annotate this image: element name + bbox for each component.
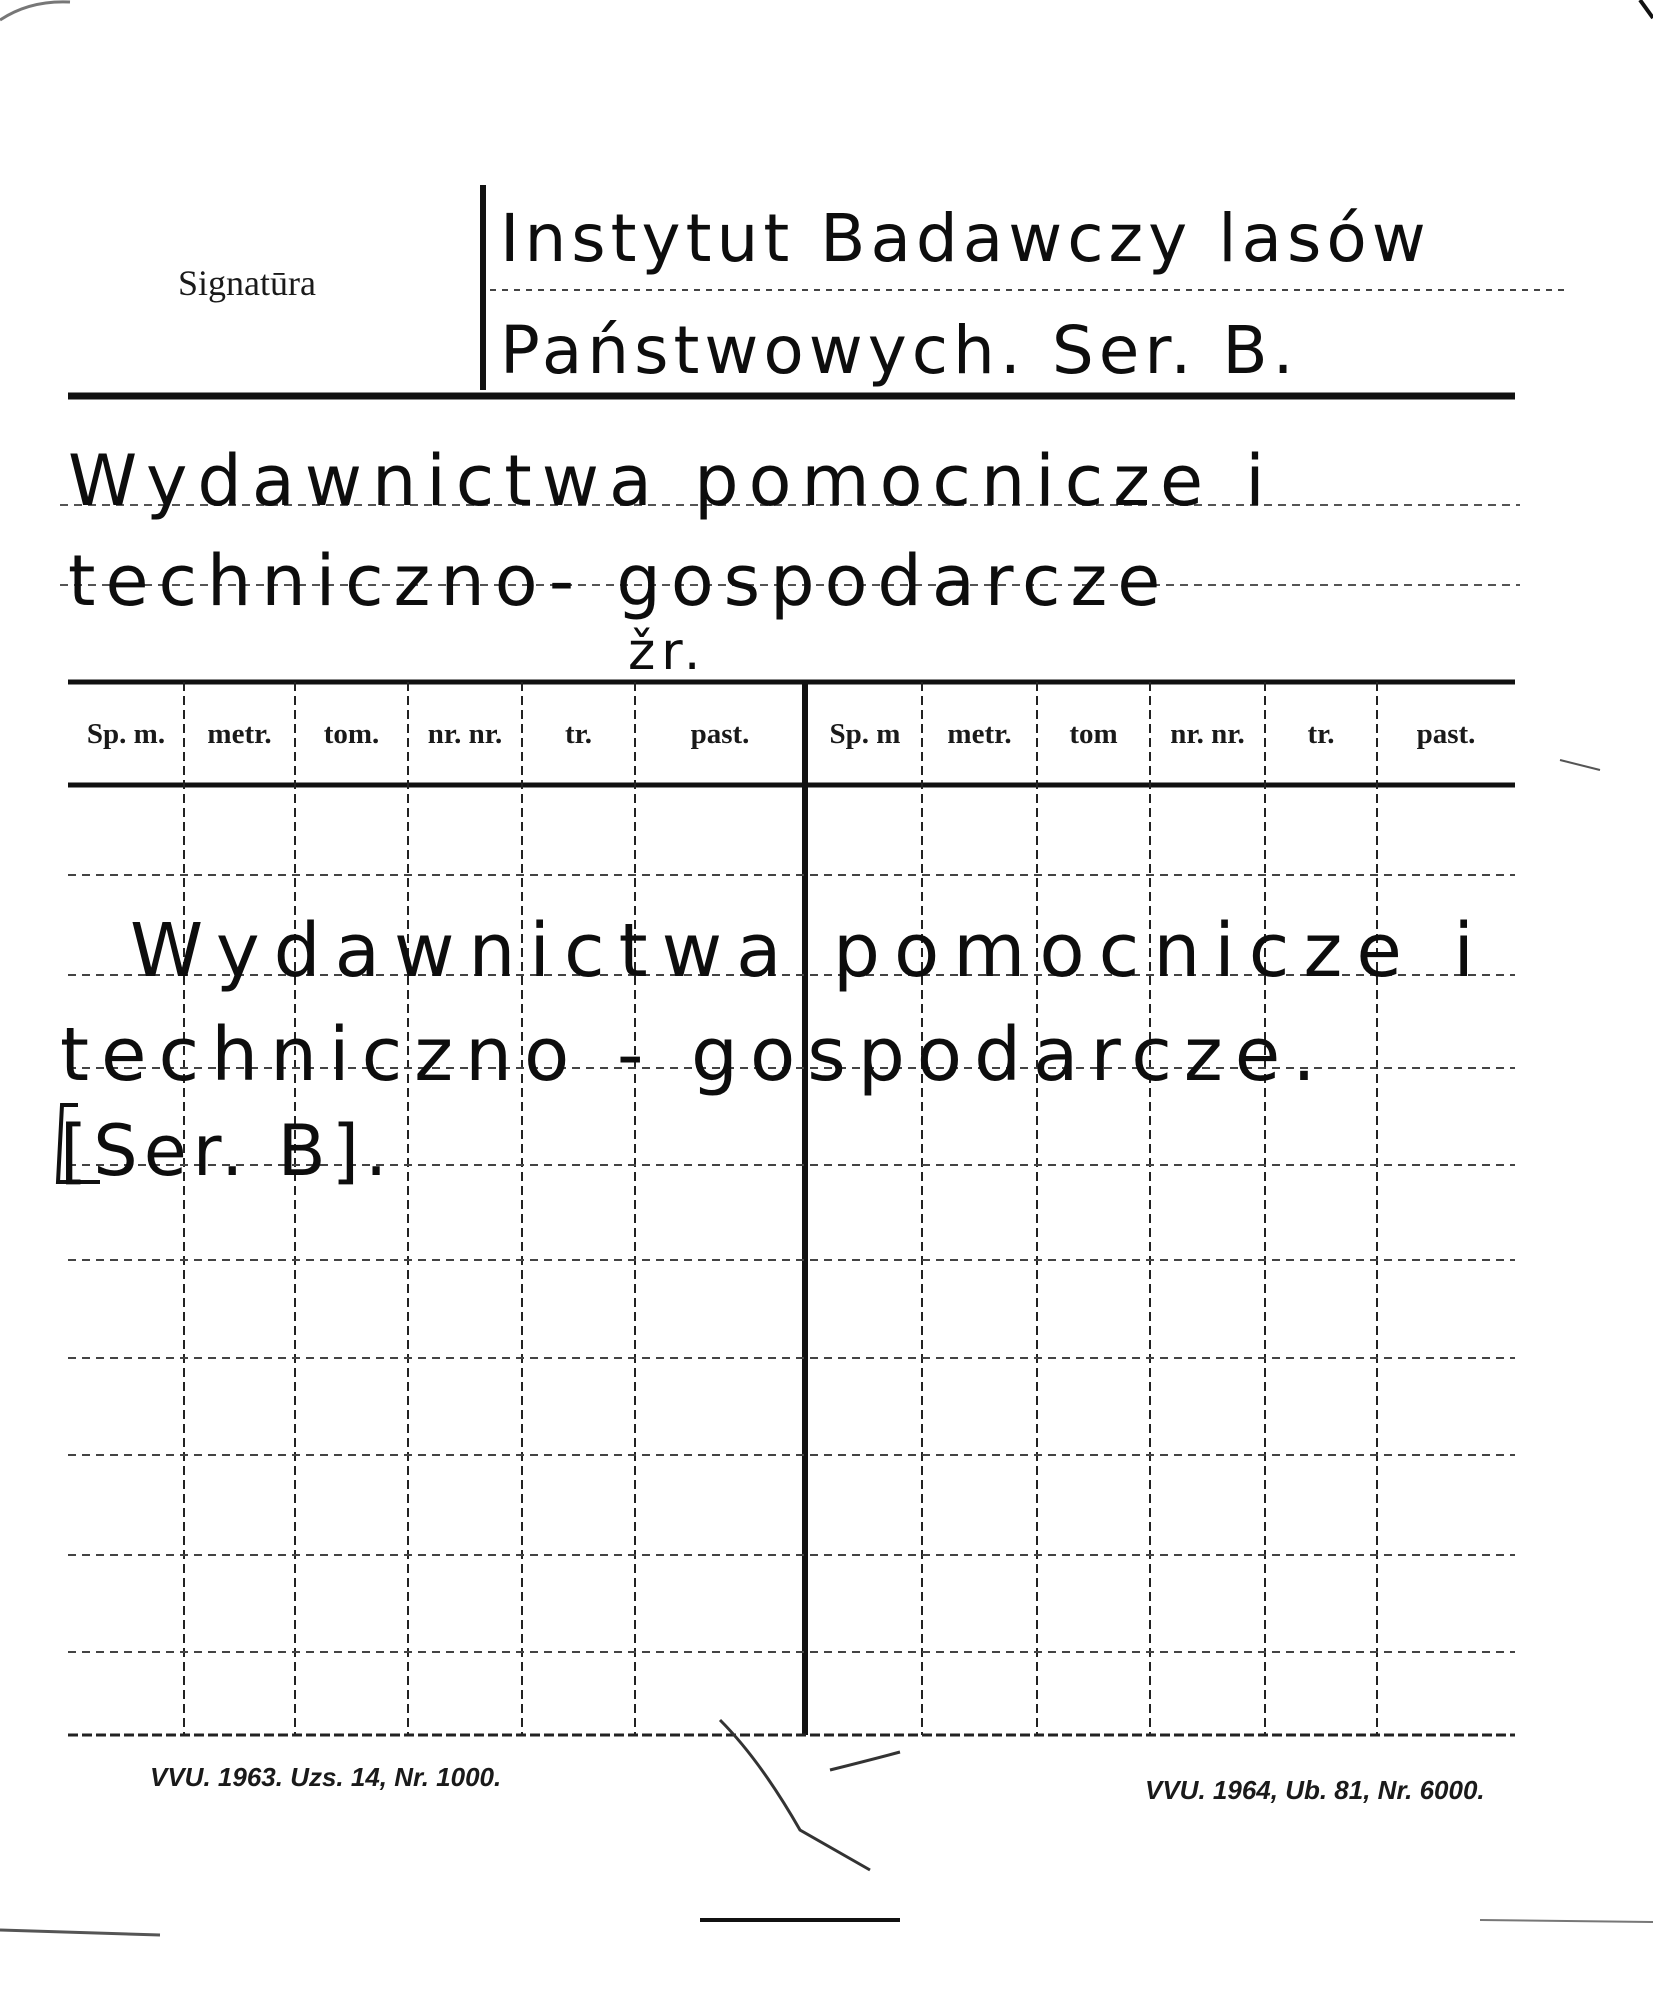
col-header-past-2: past. — [1416, 718, 1476, 750]
title-line-1: Instytut Badawczy lasów — [500, 200, 1431, 277]
col-header-nr-nr: nr. nr. — [427, 718, 503, 750]
subject-line-2: techniczno- gospodarcze — [68, 540, 1171, 622]
col-header-sp-m-2: Sp. m — [829, 718, 901, 750]
footer-print-note-right: VVU. 1964, Ub. 81, Nr. 6000. — [1145, 1775, 1485, 1805]
col-header-tom-2: tom — [1069, 718, 1118, 750]
scan-artifact — [0, 2, 70, 20]
title-line-2: Państwowych. Ser. B. — [500, 312, 1299, 389]
signatura-label: Signatūra — [178, 263, 316, 303]
col-header-metr: metr. — [207, 718, 272, 750]
footer-print-note-left: VVU. 1963. Uzs. 14, Nr. 1000. — [150, 1762, 502, 1792]
entry-line-2: techniczno - gospodarcze. — [60, 1012, 1328, 1098]
col-header-tr: tr. — [564, 718, 593, 750]
col-header-tom: tom. — [323, 718, 380, 750]
entry-line-1: Wydawnictwa pomocnicze i — [130, 908, 1488, 994]
table-columns — [184, 682, 1377, 1735]
col-header-metr-2: metr. — [947, 718, 1012, 750]
subject-note: žr. — [628, 622, 707, 682]
col-header-past: past. — [690, 718, 750, 750]
col-header-nr-nr-2: nr. nr. — [1170, 718, 1245, 750]
subject-line-1: Wydawnictwa pomocnicze i — [68, 440, 1275, 522]
col-header-sp-m: Sp. m. — [86, 718, 166, 750]
col-header-tr-2: tr. — [1307, 718, 1335, 750]
entry-line-3: [Ser. B]. — [60, 1110, 394, 1192]
